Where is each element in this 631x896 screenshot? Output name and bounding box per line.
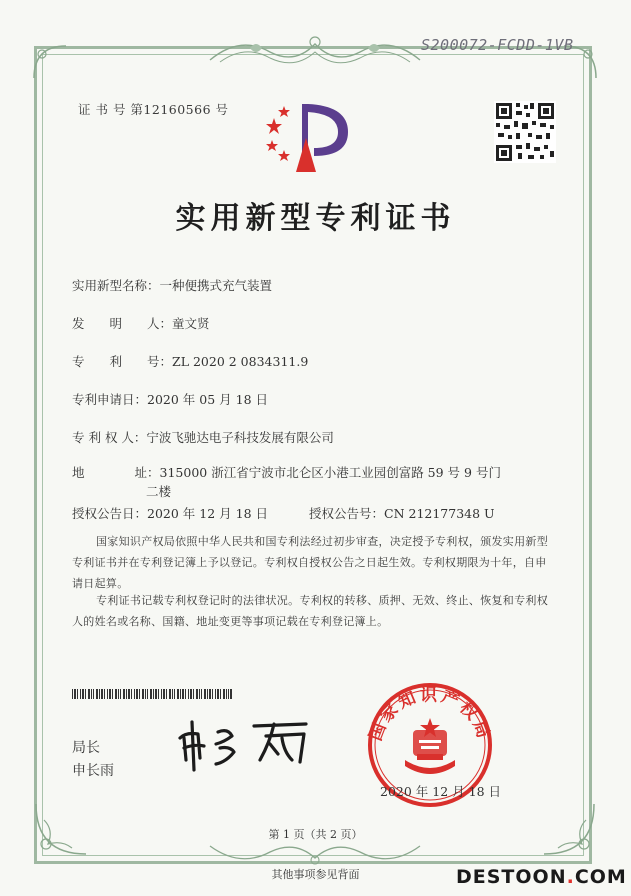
barcode <box>72 689 232 699</box>
field-label: 专利申请日： <box>72 392 148 407</box>
field-label: 授权公告号： <box>309 506 385 521</box>
field-value: ZL 2020 2 0834311.9 <box>172 354 309 369</box>
site-watermark <box>456 866 627 888</box>
field-label: 实用新型名称： <box>72 278 160 293</box>
certificate-number: 证 书 号 第12160566 号 <box>78 102 229 117</box>
field-filing-date <box>72 390 268 408</box>
bottom-ornament <box>200 838 430 868</box>
field-value: 一种便携式充气装置 <box>159 278 273 293</box>
watermark-part: . <box>566 866 575 888</box>
paragraph-grant-statement: 国家知识产权局依照中华人民共和国专利法经过初步审查，决定授予专利权，颁发实用新型专利证书并在专利登记簿上予以登记。专利权自授权公告之日起生效。专利权期限为十年，自申请日起算。 <box>72 535 548 590</box>
svg-text:国家知识产权局: 国家知识产权局 <box>365 685 495 744</box>
top-ornament <box>200 30 430 70</box>
field-address-line2 <box>146 482 171 500</box>
seal-date: 2020 年 12 月 18 日 <box>380 784 501 799</box>
qr-code <box>494 101 556 163</box>
field-label: 专 利 权 人： <box>72 430 147 445</box>
field-patent-number <box>72 352 308 370</box>
field-value: 童文贤 <box>172 316 210 331</box>
director-name: 申长雨 <box>72 763 114 779</box>
field-grant-date <box>72 504 268 522</box>
field-utility-model-name <box>72 276 272 294</box>
field-value: 2020 年 05 月 18 日 <box>147 392 269 407</box>
field-value: 315000 浙江省宁波市北仑区小港工业园创富路 59 号 9 号门 <box>159 465 501 480</box>
page-number: 第 1 页（共 2 页） <box>268 828 363 841</box>
field-label: 发 明 人： <box>72 316 173 331</box>
director-title: 局长 <box>72 740 100 756</box>
field-label: 地 址： <box>72 465 160 480</box>
field-inventor <box>72 314 210 332</box>
field-value: 宁波飞驰达电子科技发展有限公司 <box>146 430 334 445</box>
paragraph-legal-status: 专利证书记载专利权登记时的法律状况。专利权的转移、质押、无效、终止、恢复和专利权人的姓名或名称、国籍、地址变更等事项记载在专利登记簿上。 <box>72 594 548 628</box>
field-patentee <box>72 428 334 446</box>
cnipa-emblem <box>262 98 362 176</box>
field-label: 授权公告日： <box>72 506 148 521</box>
handwritten-signature <box>170 712 320 774</box>
watermark-part: DESTOON <box>456 866 567 888</box>
corner-ornament-top-left <box>30 42 70 82</box>
footer-note: 其他事项参见背面 <box>271 868 360 881</box>
certificate-title: 实用新型专利证书 <box>175 201 456 236</box>
field-address <box>72 463 501 481</box>
field-value: 2020 年 12 月 18 日 <box>147 506 269 521</box>
field-label: 专 利 号： <box>72 354 173 369</box>
field-value: 二楼 <box>146 484 172 499</box>
watermark-part: COM <box>574 866 627 888</box>
handwritten-note: S200072-FCDD-1VB <box>421 36 574 54</box>
field-value: CN 212177348 U <box>384 506 495 521</box>
field-grant-number <box>309 504 495 522</box>
